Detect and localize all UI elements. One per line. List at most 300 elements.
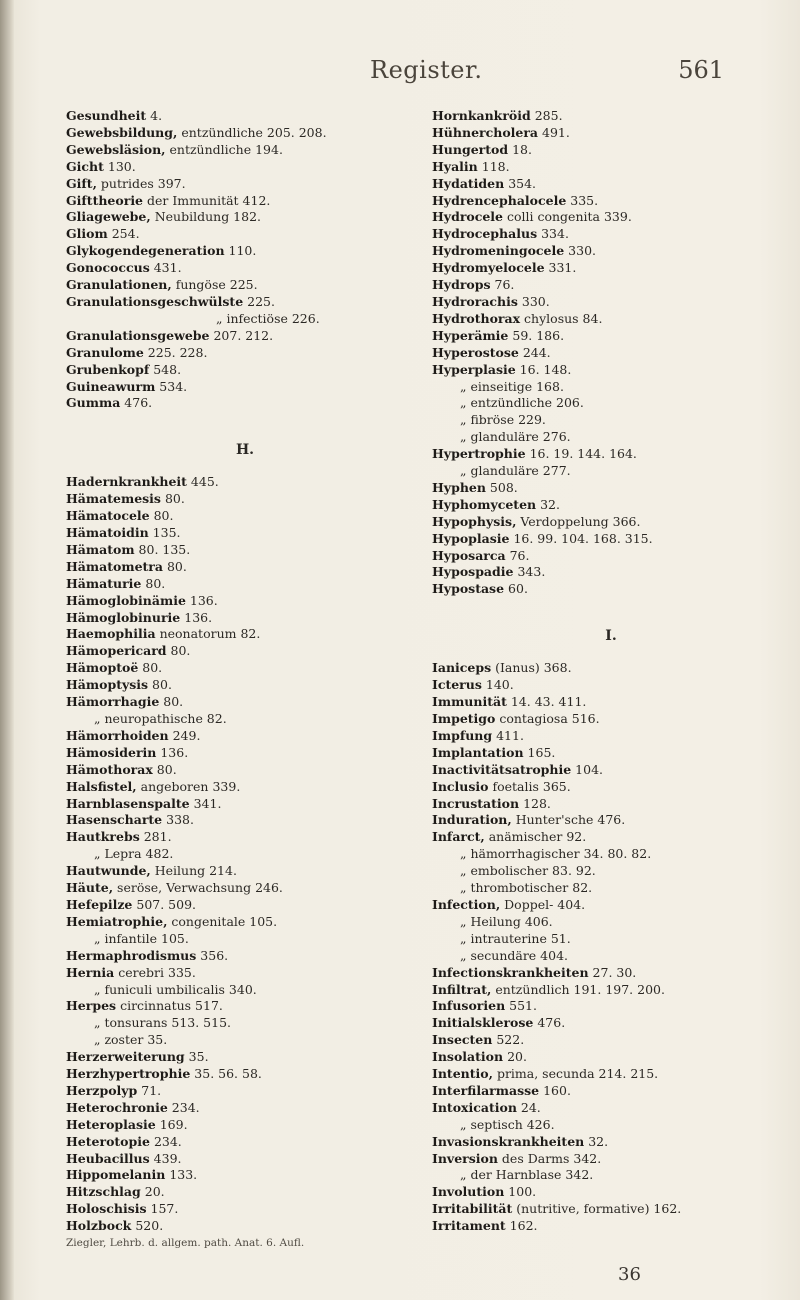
index-entry	[432, 812, 782, 829]
index-column-left	[66, 108, 416, 1252]
index-refs: 80. 135.	[134, 541, 191, 557]
index-refs: 162.	[505, 1218, 538, 1234]
index-refs: 80.	[138, 660, 163, 676]
index-entry	[66, 593, 416, 610]
index-refs: chylosus 84.	[520, 310, 603, 326]
index-refs: 354.	[504, 175, 537, 191]
index-term: Gewebsbildung,	[66, 124, 178, 140]
index-refs: 508.	[485, 479, 518, 495]
index-term: Hungertod	[432, 141, 509, 157]
index-term: Icterus	[432, 677, 482, 693]
index-term: Heterochronie	[66, 1099, 168, 1115]
index-refs: 507. 509.	[132, 896, 197, 912]
index-term: Hitzschlag	[66, 1184, 141, 1200]
index-entry	[432, 846, 782, 863]
index-entry	[432, 446, 782, 463]
index-refs: putrides 397.	[96, 175, 186, 191]
index-refs: 331.	[544, 260, 577, 276]
index-term: Implantation	[432, 744, 524, 760]
index-term: Hämothorax	[66, 761, 153, 777]
index-refs: prima, secunda 214. 215.	[492, 1066, 659, 1082]
index-entry	[432, 379, 782, 396]
index-entry	[66, 1015, 416, 1032]
index-entry	[432, 965, 782, 982]
index-refs: 35. 56. 58.	[190, 1066, 262, 1082]
index-entry	[66, 226, 416, 243]
index-term: Incrustation	[432, 795, 520, 811]
index-refs: 130.	[103, 158, 136, 174]
index-subentry: „ Lepra 482.	[94, 846, 174, 862]
index-term: Infusorien	[432, 998, 506, 1014]
index-term: Gonococcus	[66, 260, 150, 276]
index-term: Granulome	[66, 344, 144, 360]
index-entry	[432, 463, 782, 480]
index-entry	[432, 1134, 782, 1151]
index-entry	[66, 711, 416, 728]
index-refs: 439.	[149, 1150, 182, 1166]
index-term: Hämosiderin	[66, 744, 157, 760]
index-refs: 133.	[165, 1167, 198, 1183]
index-term: Hautkrebs	[66, 829, 140, 845]
index-entry	[66, 243, 416, 260]
index-refs: 4.	[146, 108, 163, 123]
index-entry	[432, 948, 782, 965]
index-refs: 445.	[186, 474, 219, 490]
index-term: Hydrops	[432, 277, 491, 293]
index-subentry: „ tonsurans 513. 515.	[94, 1015, 232, 1031]
index-term: Hernia	[66, 964, 115, 980]
index-entry	[432, 931, 782, 948]
index-term: Hypospadie	[432, 564, 514, 580]
index-refs: Heilung 214.	[150, 863, 237, 879]
index-entry	[66, 914, 416, 931]
index-entry	[432, 294, 782, 311]
index-entry	[432, 260, 782, 277]
index-entry	[432, 193, 782, 210]
index-refs: 169.	[155, 1116, 188, 1132]
index-term: Hämopericard	[66, 643, 167, 659]
index-refs: 157.	[146, 1201, 179, 1217]
index-entry	[66, 395, 416, 412]
index-entry	[66, 643, 416, 660]
index-refs: Doppel- 404.	[500, 896, 586, 912]
index-term: Heterotopie	[66, 1133, 150, 1149]
index-term: Hydrencephalocele	[432, 192, 567, 208]
index-term: Impfung	[432, 727, 493, 743]
index-entry	[432, 1083, 782, 1100]
index-entry	[66, 1032, 416, 1049]
index-entry	[66, 745, 416, 762]
index-entry	[66, 345, 416, 362]
index-refs: Verdoppelung 366.	[516, 513, 641, 529]
index-entry	[66, 379, 416, 396]
index-term: Hämatemesis	[66, 491, 161, 507]
index-refs: entzündlich 191. 197. 200.	[491, 981, 665, 997]
index-entry	[66, 277, 416, 294]
index-refs: 160.	[539, 1082, 571, 1098]
index-refs: entzündliche 194.	[165, 141, 283, 157]
printer-signature: 36	[618, 1264, 641, 1285]
index-refs: (nutritive, formative) 162.	[512, 1201, 682, 1217]
index-subentry: „ entzündliche 206.	[460, 395, 584, 411]
index-term: Hämorrhagie	[66, 694, 160, 710]
index-entry	[432, 1184, 782, 1201]
index-refs: des Darms 342.	[497, 1150, 602, 1166]
index-entry	[432, 762, 782, 779]
index-refs: 135.	[148, 525, 181, 541]
index-refs: 244.	[518, 344, 551, 360]
index-entry	[66, 125, 416, 142]
index-entry	[432, 1218, 782, 1235]
index-entry	[432, 226, 782, 243]
index-term: Heubacillus	[66, 1150, 150, 1166]
index-term: Hyphen	[432, 479, 486, 495]
index-refs: 80.	[160, 491, 185, 507]
index-entry	[66, 998, 416, 1015]
index-term: Hühnercholera	[432, 124, 539, 140]
index-entry	[432, 311, 782, 328]
index-entry	[66, 176, 416, 193]
index-entry	[432, 412, 782, 429]
index-term: Intentio,	[432, 1066, 493, 1082]
index-refs: 334.	[537, 226, 569, 242]
index-refs: 285.	[530, 108, 563, 123]
index-term: Gicht	[66, 158, 104, 174]
index-entry	[66, 474, 416, 491]
index-term: Hyphomyceten	[432, 496, 537, 512]
index-subentry: „ infantile 105.	[94, 930, 189, 946]
index-refs: 80.	[141, 575, 166, 591]
index-term: Herzpolyp	[66, 1082, 138, 1098]
index-term: Induration,	[432, 812, 512, 828]
index-term: Guineawurm	[66, 378, 156, 394]
index-term: Hornkankröid	[432, 108, 531, 123]
index-list-i	[432, 660, 782, 1235]
index-refs: 128.	[519, 795, 551, 811]
index-term: Insolation	[432, 1049, 504, 1065]
index-term: Initialsklerose	[432, 1015, 534, 1031]
index-term: Hyperämie	[432, 327, 509, 343]
section-letter-i: I.	[605, 628, 617, 645]
index-subentry: „ zoster 35.	[94, 1032, 168, 1048]
index-subentry: „ Heilung 406.	[460, 913, 553, 929]
index-term: Irritament	[432, 1218, 506, 1234]
index-entry	[66, 1117, 416, 1134]
index-entry	[66, 880, 416, 897]
index-list-h-continued	[432, 108, 782, 598]
index-entry	[66, 660, 416, 677]
index-entry	[432, 531, 782, 548]
index-term: Infiltrat,	[432, 981, 492, 997]
index-refs: 548.	[149, 361, 182, 377]
index-entry	[66, 931, 416, 948]
index-refs: 80.	[149, 508, 174, 524]
index-term: Haemophilia	[66, 626, 156, 642]
index-entry	[432, 1167, 782, 1184]
index-term: Hydromeningocele	[432, 243, 565, 259]
index-refs: fungöse 225.	[171, 277, 258, 293]
section-letter-h: H.	[235, 442, 255, 459]
index-term: Hydrothorax	[432, 310, 521, 326]
index-entry	[432, 829, 782, 846]
index-term: Holoschisis	[66, 1201, 147, 1217]
index-term: Herzhypertrophie	[66, 1066, 191, 1082]
index-term: Herzerweiterung	[66, 1049, 185, 1065]
index-term: Involution	[432, 1184, 505, 1200]
index-refs: 80.	[166, 643, 191, 659]
index-column-right	[432, 108, 782, 1235]
index-entry	[66, 965, 416, 982]
index-refs: 59. 186.	[508, 327, 565, 343]
index-entry	[432, 880, 782, 897]
index-term: Hyperplasie	[432, 361, 516, 377]
index-subentry: „ glanduläre 276.	[460, 429, 571, 445]
index-refs: 551.	[505, 998, 537, 1014]
index-term: Hermaphrodismus	[66, 947, 197, 963]
index-entry	[66, 491, 416, 508]
index-entry	[432, 1151, 782, 1168]
index-subentry: „ funiculi umbilicalis 340.	[94, 981, 257, 997]
index-refs: 281.	[139, 829, 172, 845]
index-entry	[66, 863, 416, 880]
index-refs: 165.	[523, 744, 556, 760]
index-refs: 343.	[513, 564, 546, 580]
index-entry	[66, 762, 416, 779]
index-refs: 330.	[564, 243, 596, 259]
index-term: Halsfistel,	[66, 778, 137, 794]
index-refs: neonatorum 82.	[155, 626, 261, 642]
index-term: Ianiceps	[432, 660, 492, 676]
index-refs: der Immunität 412.	[143, 192, 271, 208]
index-entry	[66, 576, 416, 593]
running-head: Register.	[370, 56, 483, 84]
index-refs: 20.	[503, 1049, 527, 1065]
index-refs: (Ianus) 368.	[491, 660, 572, 676]
index-term: Hämatom	[66, 541, 135, 557]
index-term: Hypoplasie	[432, 530, 510, 546]
index-refs: angeboren 339.	[136, 778, 241, 794]
index-list-h	[66, 474, 416, 1235]
index-refs: 27. 30.	[588, 964, 637, 980]
index-term: Herpes	[66, 998, 117, 1014]
index-refs: 80.	[159, 694, 184, 710]
index-refs: 104.	[571, 761, 604, 777]
index-term: Inclusio	[432, 778, 489, 794]
index-entry	[66, 108, 416, 125]
index-term: Hyposarca	[432, 547, 506, 563]
index-entry	[432, 745, 782, 762]
index-entry	[66, 1218, 416, 1235]
index-entry	[432, 243, 782, 260]
index-entry	[66, 1100, 416, 1117]
index-entry	[66, 1049, 416, 1066]
index-refs: 24.	[516, 1099, 541, 1115]
index-refs: 80.	[148, 677, 172, 693]
index-refs: Neubildung 182.	[150, 209, 262, 225]
index-term: Hyperostose	[432, 344, 519, 360]
footer-citation: Ziegler, Lehrb. d. allgem. path. Anat. 6. Aufl.	[66, 1237, 305, 1250]
index-refs: congenitale 105.	[167, 913, 278, 929]
index-term: Infection,	[432, 896, 501, 912]
index-entry	[66, 209, 416, 226]
index-term: Gumma	[66, 395, 121, 411]
index-term: Hasenscharte	[66, 812, 163, 828]
index-refs: 16. 148.	[515, 361, 572, 377]
index-term: Impetigo	[432, 711, 496, 726]
index-entry	[432, 497, 782, 514]
index-subentry: „ thrombotischer 82.	[460, 880, 593, 896]
index-entry	[432, 514, 782, 531]
page-number: 561	[678, 56, 724, 84]
index-subentry: „ glanduläre 277.	[460, 463, 571, 479]
index-term: Hämatometra	[66, 558, 163, 574]
index-term: Hautwunde,	[66, 863, 151, 879]
index-refs: 431.	[149, 260, 182, 276]
index-term: Hämaturie	[66, 575, 142, 591]
index-term: Hämoglobinämie	[66, 592, 186, 608]
index-refs: 76.	[490, 277, 515, 293]
index-refs: contagiosa 516.	[495, 711, 600, 726]
index-refs: 225.	[243, 293, 275, 309]
index-term: Hydrocele	[432, 209, 504, 225]
index-entry	[432, 176, 782, 193]
book-spine-shadow	[0, 0, 14, 1300]
index-entry	[66, 1151, 416, 1168]
index-subentry: „ septisch 426.	[460, 1116, 555, 1132]
index-term: Hippomelanin	[66, 1167, 166, 1183]
index-term: Intoxication	[432, 1099, 517, 1115]
index-entry	[432, 1049, 782, 1066]
index-term: Irritabilität	[432, 1201, 513, 1217]
index-term: Häute,	[66, 880, 114, 896]
index-term: Hämatoidin	[66, 525, 149, 541]
index-term: Glykogendegeneration	[66, 243, 225, 259]
index-term: Harnblasenspalte	[66, 795, 190, 811]
index-refs: 136.	[185, 592, 218, 608]
index-term: Granulationen,	[66, 277, 172, 293]
index-entry	[432, 897, 782, 914]
index-refs: 60.	[504, 581, 528, 597]
index-entry	[432, 328, 782, 345]
index-entry	[432, 660, 782, 677]
index-refs: cerebri 335.	[114, 964, 196, 980]
index-term: Gesundheit	[66, 108, 147, 123]
index-refs: Hunter'sche 476.	[511, 812, 626, 828]
index-term: Hydromyelocele	[432, 260, 545, 276]
index-entry	[66, 897, 416, 914]
index-entry	[66, 1066, 416, 1083]
index-entry	[66, 508, 416, 525]
index-entry	[432, 125, 782, 142]
index-entry	[432, 581, 782, 598]
index-refs: seröse, Verwachsung 246.	[113, 880, 283, 896]
index-subentry: „ embolischer 83. 92.	[460, 863, 596, 879]
index-entry	[432, 277, 782, 294]
index-subentry: „ intrauterine 51.	[460, 930, 571, 946]
index-term: Immunität	[432, 694, 507, 710]
index-entry	[66, 1201, 416, 1218]
index-refs: 207. 212.	[209, 327, 274, 343]
index-refs: 118.	[477, 158, 510, 174]
index-entry	[432, 1117, 782, 1134]
index-entry	[66, 677, 416, 694]
index-entry	[66, 1184, 416, 1201]
index-refs: 100.	[504, 1184, 537, 1200]
index-entry	[66, 294, 416, 311]
index-entry	[66, 846, 416, 863]
index-term: Hadernkrankheit	[66, 474, 187, 490]
index-entry	[66, 159, 416, 176]
index-refs: 476.	[533, 1015, 566, 1031]
index-refs: 18.	[508, 141, 532, 157]
index-refs: 249.	[168, 727, 201, 743]
index-entry	[432, 796, 782, 813]
index-term: Insecten	[432, 1032, 493, 1048]
index-subentry: „ hämorrhagischer 34. 80. 82.	[460, 846, 652, 862]
index-entry	[432, 982, 782, 999]
index-entry	[66, 142, 416, 159]
index-term: Hämoptysis	[66, 677, 149, 693]
index-refs: 32.	[584, 1133, 609, 1149]
index-entry	[66, 796, 416, 813]
index-refs: 356.	[196, 947, 229, 963]
index-term: Invasionskrankheiten	[432, 1133, 585, 1149]
index-subentry: „ einseitige 168.	[460, 378, 564, 394]
index-entry	[432, 1100, 782, 1117]
index-term: Hefepilze	[66, 896, 133, 912]
index-entry	[66, 311, 416, 328]
index-refs: foetalis 365.	[488, 778, 571, 794]
index-subentry: „ fibröse 229.	[460, 412, 546, 428]
index-refs: 14. 43. 411.	[506, 694, 587, 710]
index-refs: 16. 99. 104. 168. 315.	[509, 530, 653, 546]
index-entry	[432, 108, 782, 125]
index-term: Gifttheorie	[66, 192, 144, 208]
index-entry	[66, 328, 416, 345]
index-term: Gewebsläsion,	[66, 141, 166, 157]
index-entry	[66, 525, 416, 542]
index-entry	[432, 159, 782, 176]
index-list-g	[66, 108, 416, 412]
index-entry	[432, 711, 782, 728]
index-term: Granulationsgewebe	[66, 327, 210, 343]
index-entry	[66, 829, 416, 846]
index-term: Heteroplasie	[66, 1116, 156, 1132]
index-refs: anämischer 92.	[484, 829, 587, 845]
index-refs: 71.	[137, 1082, 162, 1098]
index-entry	[432, 998, 782, 1015]
index-term: Holzbock	[66, 1218, 132, 1234]
index-entry	[66, 260, 416, 277]
index-entry	[432, 1032, 782, 1049]
index-entry	[432, 728, 782, 745]
index-refs: 136.	[156, 744, 189, 760]
index-refs: 330.	[517, 293, 550, 309]
index-entry	[432, 564, 782, 581]
index-entry	[432, 863, 782, 880]
index-refs: 534.	[155, 378, 188, 394]
index-refs: 136.	[180, 609, 213, 625]
index-refs: 491.	[538, 124, 570, 140]
index-term: Gift,	[66, 175, 97, 191]
index-term: Hämoglobinurie	[66, 609, 181, 625]
index-refs: 35.	[184, 1049, 209, 1065]
index-entry	[432, 677, 782, 694]
index-entry	[432, 142, 782, 159]
index-entry	[432, 1015, 782, 1032]
index-refs: 476.	[120, 395, 153, 411]
index-refs: 140.	[481, 677, 514, 693]
